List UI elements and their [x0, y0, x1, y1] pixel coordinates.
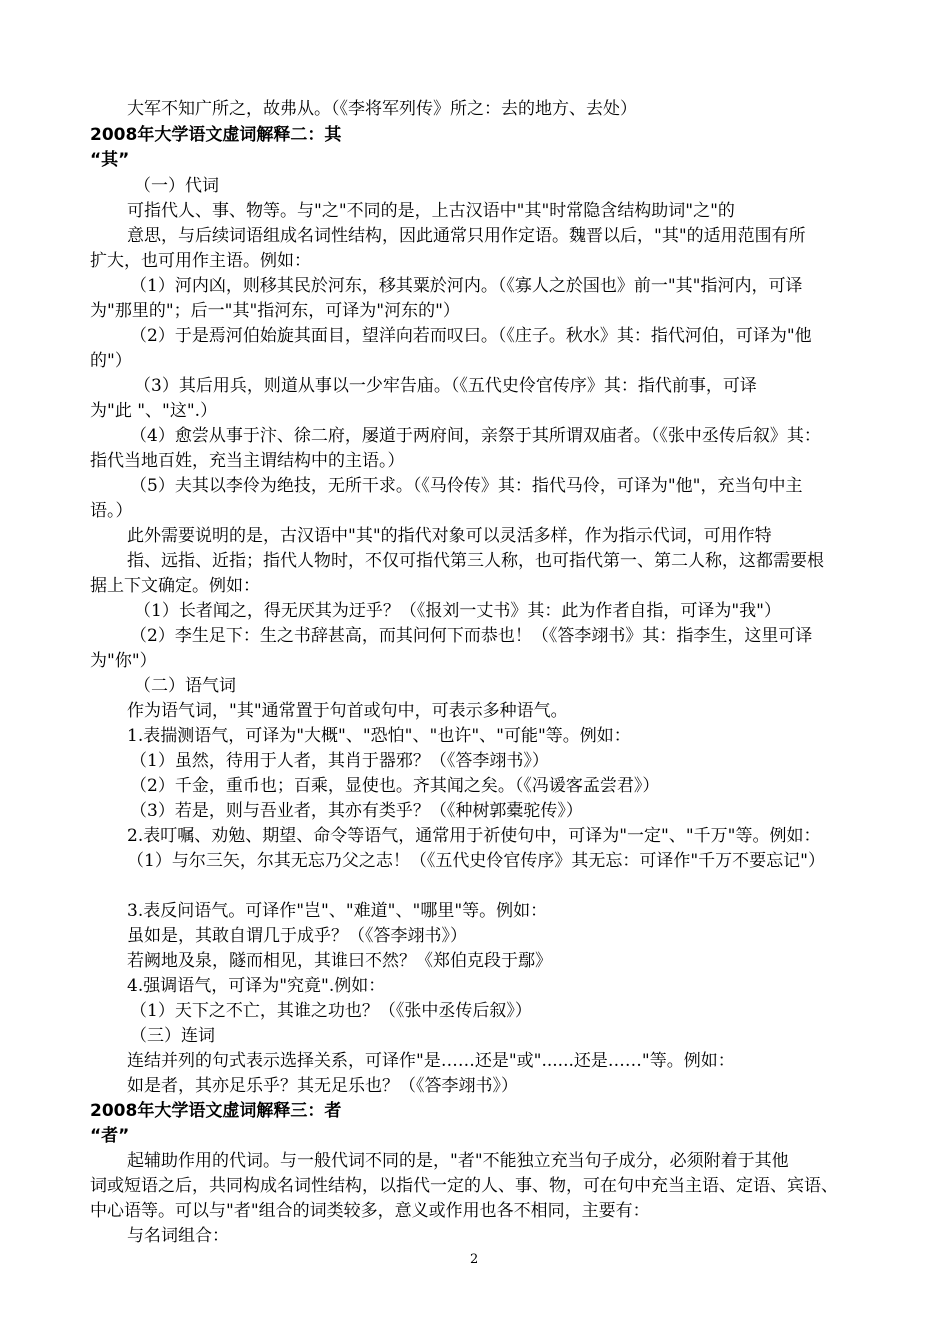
text-line: （1）长者闻之，得无厌其为迂乎？（《报刘一丈书》其：此为作者自指，可译为"我"） — [134, 601, 781, 621]
text-line: （4）愈尝从事于汴、徐二府，屡道于两府间，亲祭于其所谓双庙者。（《张中丞传后叙》其： — [130, 426, 821, 446]
text-line: 据上下文确定。例如： — [90, 576, 260, 596]
text-line: 作为语气词，"其"通常置于句首或句中，可表示多种语气。 — [127, 701, 568, 721]
text-line: 此外需要说明的是，古汉语中"其"的指代对象可以灵活多样，作为指示代词，可用作特 — [127, 526, 772, 546]
text-line: 语。） — [90, 501, 133, 521]
text-line: 连结并列的句式表示选择关系，可译作"是……还是"或"......还是……"等。例如： — [127, 1051, 735, 1071]
text-line: 起辅助作用的代词。与一般代词不同的是，"者"不能独立充当句子成分，必须附着于其他 — [127, 1151, 789, 1171]
text-line: （2）李生足下：生之书辞甚高，而其问何下而恭也！（《答李翊书》其：指李生，这里可译 — [130, 626, 813, 646]
text-line: 指代当地百姓，充当主谓结构中的主语。） — [90, 451, 405, 471]
text-line: （2）于是焉河伯始旋其面目，望洋向若而叹曰。（《庄子。秋水》其：指代河伯，可译为"他 — [130, 326, 812, 346]
text-line: 与名词组合： — [127, 1226, 229, 1246]
text-line: 1.表揣测语气，可译为"大概"、"恐怕"、"也许"、"可能"等。例如： — [127, 726, 631, 746]
text-line: 词或短语之后，共同构成名词性结构，以指代一定的人、事、物，可在句中充当主语、定语、宾语、 — [90, 1176, 838, 1196]
text-line: （二）语气词 — [134, 676, 236, 696]
text-line: 3.表反问语气。可译作"岂"、"难道"、"哪里"等。例如： — [127, 901, 548, 921]
text-line: （1）与尔三矢，尔其无忘乃父之志！（《五代史伶官传序》其无忘：可译作"千万不要忘记"） — [127, 851, 825, 871]
text-line: 如是者，其亦足乐乎？其无足乐也？（《答李翊书》） — [127, 1076, 518, 1096]
text-line: 若阙地及泉，隧而相见，其谁曰不然？《郑伯克段于鄢》 — [127, 951, 552, 971]
page-number: 2 — [470, 1252, 479, 1267]
text-line: （一）代词 — [134, 176, 219, 196]
text-line: 为"你"） — [90, 651, 157, 671]
text-line: 大军不知广所之，故弗从。（《李将军列传》所之：去的地方、去处） — [127, 99, 637, 119]
text-line: 为"那里的"；后一"其"指河东，可译为"河东的"） — [90, 301, 460, 321]
text-line: 4.强调语气，可译为"究竟".例如： — [127, 976, 386, 996]
text-line: 中心语等。可以与"者"组合的词类较多，意义或作用也各不相同，主要有： — [90, 1201, 650, 1221]
section-heading: 2008年大学语文虚词解释三：者 — [90, 1101, 342, 1121]
text-line: 指、远指、近指；指代人物时，不仅可指代第三人称，也可指代第一、第二人称，这都需要根 — [127, 551, 824, 571]
text-line: （1）虽然，待用于人者，其肖于器邪？（《答李翊书》） — [130, 751, 549, 771]
text-line: 的"） — [90, 351, 132, 371]
text-line: 扩大，也可用作主语。例如： — [90, 251, 311, 271]
text-line: （2）千金，重币也；百乘，显使也。齐其闻之矣。（《冯谖客孟尝君》） — [130, 776, 660, 796]
text-line: （3）其后用兵，则道从事以一少牢告庙。（《五代史伶官传序》其：指代前事，可译 — [134, 376, 757, 396]
section-subheading: “者” — [90, 1126, 130, 1146]
section-subheading: “其” — [90, 150, 130, 170]
text-line: （3）若是，则与吾业者，其亦有类乎？（《种树郭橐驼传》） — [130, 801, 583, 821]
text-line: 可指代人、事、物等。与"之"不同的是，上古汉语中"其"时常隐含结构助词"之"的 — [127, 201, 735, 221]
text-line: 2.表叮嘱、劝勉、期望、命令等语气，通常用于祈使句中，可译为"一定"、"千万"等。例如： — [127, 826, 821, 846]
text-line: （三）连词 — [130, 1026, 215, 1046]
text-line: （1）天下之不亡，其谁之功也？（《张中丞传后叙》） — [130, 1001, 532, 1021]
text-line: （5）夫其以李伶为绝技，无所干求。（《马伶传》其：指代马伶，可译为"他"，充当句中主 — [130, 476, 803, 496]
text-line: 虽如是，其敢自谓几于成乎？（《答李翊书》） — [127, 926, 467, 946]
text-line: 为"此 "、"这".） — [90, 401, 218, 421]
section-heading: 2008年大学语文虚词解释二：其 — [90, 125, 342, 145]
text-line: （1）河内凶，则移其民於河东，移其粟於河内。（《寡人之於国也》前一"其"指河内，可译 — [130, 276, 803, 296]
text-line: 意思，与后续词语组成名词性结构，因此通常只用作定语。魏晋以后，"其"的适用范围有所 — [127, 226, 806, 246]
